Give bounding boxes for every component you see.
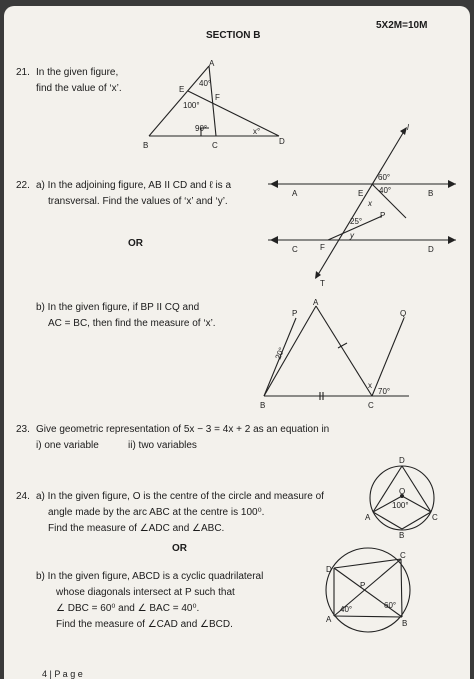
q24a-label-B: B	[399, 531, 405, 538]
q21-label-B: B	[143, 141, 149, 150]
q22b-line1: b) In the given figure, if BP II CQ and	[36, 302, 200, 313]
page-footer: 4 | P a g e	[42, 669, 83, 679]
q22b-label-P: P	[292, 309, 298, 318]
q24b-label-A: A	[326, 615, 332, 624]
q23-option2: ii) two variables	[128, 440, 197, 451]
q22a-label-P: P	[380, 211, 386, 220]
q24b-figure	[318, 546, 418, 636]
q24-or: OR	[172, 543, 187, 554]
q21-angle-100: 100°	[183, 101, 200, 110]
q22a-line2: transversal. Find the values of ‘x’ and ‘y’.	[48, 196, 228, 207]
q24a-label-A: A	[365, 513, 371, 522]
q22b-line-BA	[264, 306, 316, 396]
q22a-label-T: T	[320, 279, 325, 288]
marks-info: 5X2M=10M	[376, 20, 428, 31]
q23-option1: i) one variable	[36, 440, 99, 451]
q22a-angle-40: 40°	[379, 186, 392, 195]
q22a-label-l: l	[407, 123, 409, 132]
q22b-angle-70: 70°	[378, 387, 391, 396]
section-title: SECTION B	[206, 30, 261, 41]
q24b-angle-40: 40°	[340, 605, 353, 614]
q24a-line2: angle made by the arc ABC at the centre is 100⁰.	[48, 507, 265, 518]
q21-line2: find the value of ‘x’.	[36, 83, 122, 94]
q22b-angle-20: 20°	[273, 346, 287, 361]
q22b-angle-x: x	[368, 381, 372, 390]
q24b-line2: whose diagonals intersect at P such that	[56, 587, 235, 598]
q22b-figure	[254, 296, 414, 414]
q22a-label-B: B	[428, 189, 434, 198]
q21-label-D: D	[279, 137, 285, 146]
q23-line1: Give geometric representation of 5x − 3 = 4x + 2 as an equation in	[36, 424, 330, 435]
q22a-label-E: E	[358, 189, 364, 198]
q24a-line1: a) In the given figure, O is the centre of the circle and measure of	[36, 491, 324, 502]
q24a-angle-100: 100°	[392, 501, 409, 510]
q24b-label-B: B	[402, 619, 408, 628]
q22a-label-C: C	[292, 245, 298, 254]
q21-line1: In the given figure,	[36, 67, 119, 78]
q22a-line1: a) In the adjoining figure, AB II CD and ℓ is a	[36, 180, 232, 191]
q24a-figure	[364, 452, 444, 538]
q22a-angle-y: y	[350, 231, 354, 240]
q22a-label-D: D	[428, 245, 434, 254]
q24b-line4: Find the measure of ∠CAD and ∠BCD.	[56, 619, 233, 630]
q24b-label-P: P	[360, 581, 366, 590]
q21-number: 21.	[16, 67, 30, 78]
q24a-label-O: O	[399, 487, 406, 496]
q24a-line3: Find the measure of ∠ADC and ∠ABC.	[48, 523, 225, 534]
q24b-label-D: D	[326, 565, 332, 574]
q23-number: 23.	[16, 424, 30, 435]
q22b-label-A: A	[313, 298, 319, 307]
q21-angle-x: x°	[253, 127, 261, 136]
q22a-angle-25: 25°	[350, 217, 363, 226]
q24b-label-C: C	[400, 551, 406, 560]
q22-number: 22.	[16, 180, 30, 191]
worksheet-page	[4, 6, 470, 679]
q24b-side-CB	[401, 559, 402, 617]
q21-label-E: E	[179, 85, 185, 94]
q22b-label-C: C	[368, 401, 374, 410]
q21-label-C: C	[212, 141, 218, 150]
q21-angle-40: 40°	[199, 79, 212, 88]
q22b-line-AC	[316, 306, 372, 396]
q24b-angle-60: 60°	[384, 601, 397, 610]
q24b-line3: ∠ DBC = 60⁰ and ∠ BAC = 40⁰.	[56, 603, 200, 614]
q22b-label-Q: Q	[400, 309, 407, 318]
q22a-angle-x: x	[368, 199, 372, 208]
q21-angle-90: 90°	[195, 124, 208, 133]
q22b-label-B: B	[260, 401, 266, 410]
q24b-line1: b) In the given figure, ABCD is a cyclic quadrilateral	[36, 571, 264, 582]
q22a-label-A: A	[292, 189, 298, 198]
q22b-line-CQ	[372, 318, 404, 396]
q22a-label-F: F	[320, 243, 325, 252]
q22-or: OR	[128, 238, 143, 249]
q22b-line2: AC = BC, then find the measure of ‘x’.	[48, 318, 216, 329]
q24-number: 24.	[16, 491, 30, 502]
q24a-label-C: C	[432, 513, 438, 522]
q22a-angle-60: 60°	[378, 173, 391, 182]
q24b-side-DC	[334, 559, 401, 568]
q24b-circle	[326, 548, 410, 632]
q21-label-F: F	[215, 93, 220, 102]
q24a-label-D: D	[399, 456, 405, 465]
q21-label-A: A	[209, 60, 215, 68]
q22a-transversal	[316, 128, 406, 278]
q24b-side-BA	[334, 616, 402, 617]
q22a-figure	[266, 118, 462, 288]
